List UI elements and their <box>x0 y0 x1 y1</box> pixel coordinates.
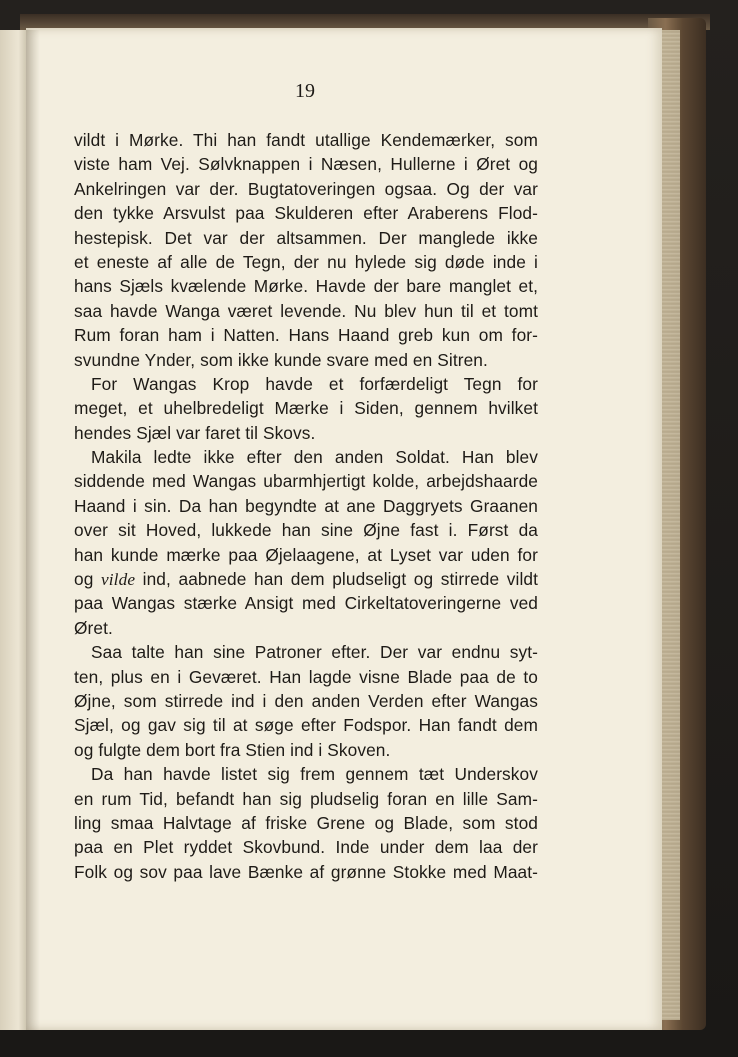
text-line: meget, et uhelbredeligt Mærke i Siden, gennem hvilket <box>74 398 538 419</box>
text-line: Rum foran ham i Natten. Hans Haand greb kun om for- <box>74 325 538 346</box>
text-line: Makila ledte ikke efter den anden Soldat. Han blev <box>91 447 538 468</box>
text-line: paa en Plet ryddet Skovbund. Inde under dem laa der <box>74 837 538 858</box>
text-line: hestepisk. Det var der altsammen. Der manglede ikke <box>74 227 538 248</box>
text-line: han kunde mærke paa Øjelaagene, at Lyset var uden for <box>74 544 538 565</box>
text-line: svundne Ynder, som ikke kunde svare med en Sitren. <box>74 349 488 370</box>
text-line: Haand i sin. Da han begyndte at ane Daggryets Graanen <box>74 495 538 516</box>
text-line: over sit Hoved, lukkede han sine Øjne fast i. Først da <box>74 520 538 541</box>
text-line: For Wangas Krop havde et forfærdeligt Tegn for <box>91 373 538 394</box>
text-line: ten, plus en i Geværet. Han lagde visne Blade paa de to <box>74 666 538 687</box>
emphasis-text: vilde <box>101 570 136 590</box>
text-line: hendes Sjæl var faret til Skovs. <box>74 422 316 443</box>
text-line: saa havde Wanga været levende. Nu blev hun til et tomt <box>74 300 538 321</box>
page-edges <box>662 30 680 1020</box>
text-line: Ankelringen var der. Bugtatoveringen ogsaa. Og der var <box>74 178 538 199</box>
page-number: 19 <box>295 80 315 102</box>
text-line: vildt i Mørke. Thi han fandt utallige Kendemærker, som <box>74 130 538 150</box>
text-line: en rum Tid, befandt han sig pludselig foran en lille Sam- <box>74 788 538 809</box>
text-line: hans Sjæls kvælende Mørke. Havde der bare manglet et, <box>74 276 538 297</box>
left-page-edge <box>0 30 27 1030</box>
text-line: paa Wangas stærke Ansigt med Cirkeltatoveringerne ved <box>74 593 538 614</box>
text-segment: og <box>74 569 101 590</box>
text-segment: ind, aabnede han dem pludseligt og stirrede vildt <box>135 569 538 590</box>
text-line: siddende med Wangas ubarmhjertigt kolde, arbejdshaarde <box>74 471 538 492</box>
text-line: Sjæl, og gav sig til at søge efter Fodspor. Han fandt dem <box>74 715 538 736</box>
text-line: Folk og sov paa lave Bænke af grønne Stokke med Maat- <box>74 861 538 882</box>
text-line: Øret. <box>74 617 113 638</box>
text-line: og fulgte dem bort fra Stien ind i Skoven. <box>74 739 391 760</box>
text-line: den tykke Arsvulst paa Skulderen efter Araberens Flod- <box>74 203 538 224</box>
body-text <box>74 128 538 884</box>
text-line: Øjne, som stirrede ind i den anden Verden efter Wangas <box>74 690 538 711</box>
text-line: ling smaa Halvtage af friske Grene og Blade, som stod <box>74 812 538 833</box>
text-line: et eneste af alle de Tegn, der nu hylede sig døde inde i <box>74 251 538 272</box>
text-line: viste ham Vej. Sølvknappen i Næsen, Hullerne i Øret og <box>74 154 538 175</box>
text-line <box>74 567 538 591</box>
text-line: Da han havde listet sig frem gennem tæt Underskov <box>91 764 538 785</box>
spine-shadow <box>26 30 40 1030</box>
text-line: Saa talte han sine Patroner efter. Der var endnu syt- <box>91 642 538 663</box>
